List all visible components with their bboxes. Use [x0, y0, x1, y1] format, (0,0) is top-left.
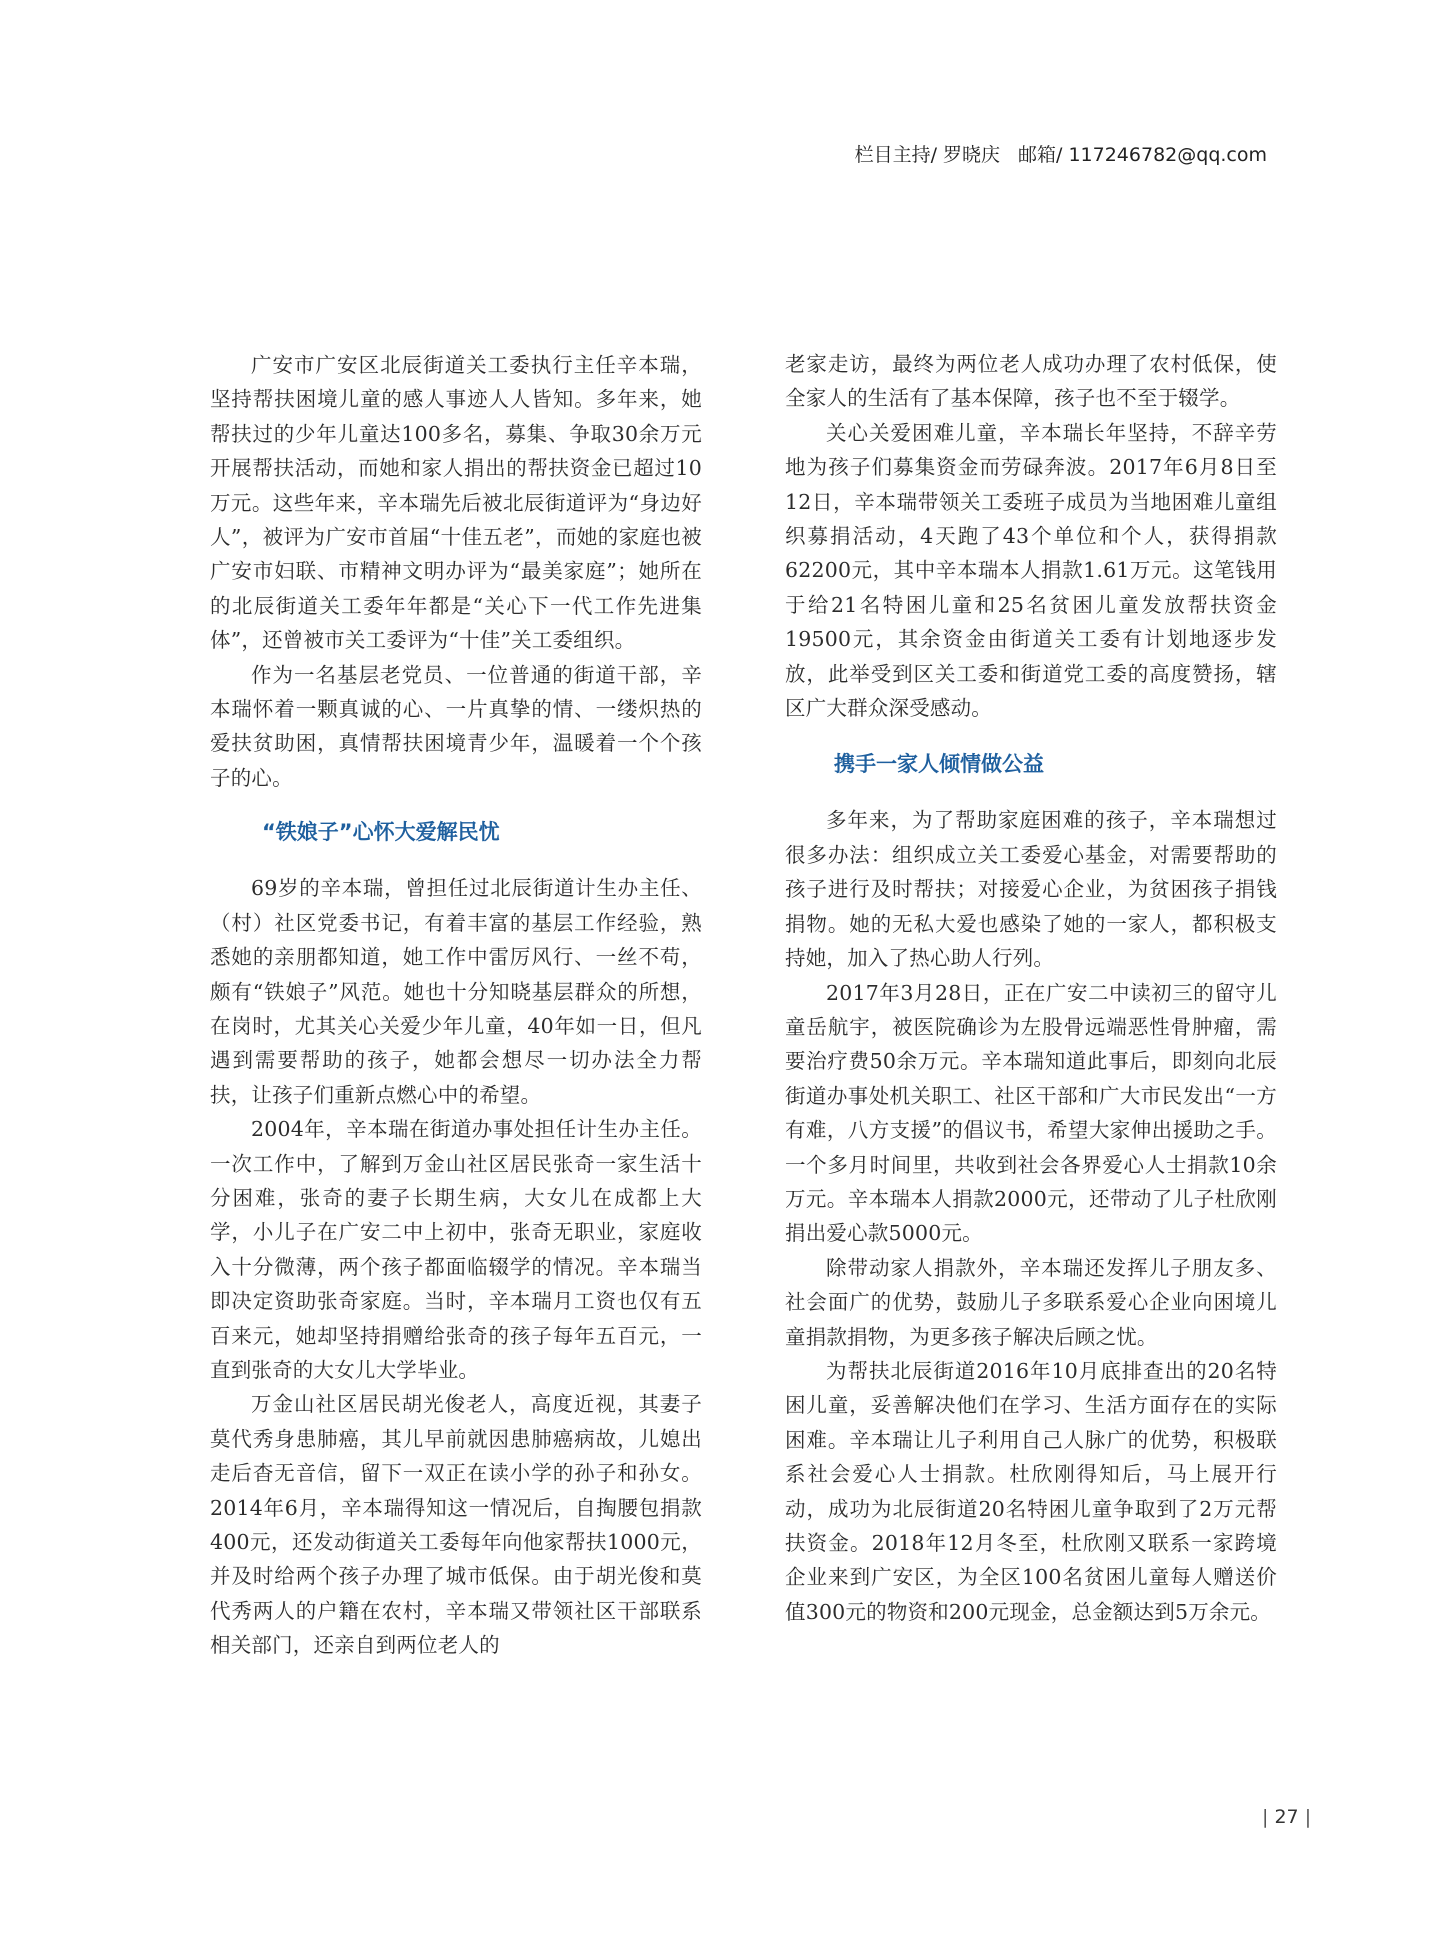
body-paragraph: 2017年3月28日，正在广安二中读初三的留守儿童岳航宇，被医院确诊为左股骨远端恶性骨肿瘤，需要治疗费50余万元。辛本瑞知道此事后，即刻向北辰街道办事处机关职工、社区干部和广大市民发出“一方有难，八方支援”的倡议书，希望大家伸出援助之手。一个多月时间里，共收到社会各界爱心人士捐款10余万元。辛本瑞本人捐款2000元，还带动了儿子杜欣刚捐出爱心款5000元。: [785, 980, 1277, 1246]
body-paragraph: 广安市广安区北辰街道关工委执行主任辛本瑞，坚持帮扶困境儿童的感人事迹人人皆知。多年来，她帮扶过的少年儿童达100多名，募集、争取30余万元开展帮扶活动，而她和家人捐出的帮扶资金已超过10万元。这些年来，辛本瑞先后被北辰街道评为“身边好人”，被评为广安市首届“十佳五老”，而她的家庭也被广安市妇联、市精神文明办评为“最美家庭”；她所在的北辰街道关工委年年都是“关心下一代工作先进集体”，还曾被市关工委评为“十佳”关工委组织。: [210, 353, 702, 653]
body-paragraph: 多年来，为了帮助家庭困难的孩子，辛本瑞想过很多办法：组织成立关工委爱心基金，对需要帮助的孩子进行及时帮扶；对接爱心企业，为贫困孩子捐钱捐物。她的无私大爱也感染了她的一家人，都积极支持她，加入了热心助人行列。: [785, 808, 1277, 971]
section-title: 携手一家人倾情做公益: [834, 752, 1044, 777]
left-column: [210, 348, 702, 1663]
page-number-divider: |: [1262, 1806, 1269, 1828]
page-number-value: 27: [1274, 1806, 1299, 1828]
page-number: [1262, 1806, 1311, 1828]
body-paragraph: 除带动家人捐款外，辛本瑞还发挥儿子朋友多、社会面广的优势，鼓励儿子多联系爱心企业向困境儿童捐款捐物，为更多孩子解决后顾之忧。: [785, 1255, 1277, 1349]
body-paragraph: 关心关爱困难儿童，辛本瑞长年坚持，不辞辛劳地为孩子们募集资金而劳碌奔波。2017年6月8日至12日，辛本瑞带领关工委班子成员为当地困难儿童组织募捐活动，4天跑了43个单位和个人，获得捐款62200元，其中辛本瑞本人捐款1.61万元。这笔钱用于给21名特困儿童和25名贫困儿童发放帮扶资金19500元，其余资金由街道关工委有计划地逐步发放，此举受到区关工委和街道党工委的高度赞扬，辖区广大群众深受感动。: [785, 420, 1277, 721]
right-column: [785, 347, 1277, 1629]
body-paragraph: 作为一名基层老党员、一位普通的街道干部，辛本瑞怀着一颗真诚的心、一片真挚的情、一缕炽热的爱扶贫助困，真情帮扶困境青少年，温暖着一个个孩子的心。: [210, 662, 702, 790]
body-paragraph: 69岁的辛本瑞，曾担任过北辰街道计生办主任、（村）社区党委书记，有着丰富的基层工作经验，熟悉她的亲朋都知道，她工作中雷厉风行、一丝不苟，颇有“铁娘子”风范。她也十分知晓基层群众的所想，在岗时，尤其关心关爱少年儿童，40年如一日，但凡遇到需要帮助的孩子，她都会想尽一切办法全力帮扶，让孩子们重新点燃心中的希望。: [210, 876, 702, 1107]
host-email: 邮箱/ 117246782@qq.com: [1018, 144, 1267, 166]
continued-paragraph: 老家走访，最终为两位老人成功办理了农村低保，使全家人的生活有了基本保障，孩子也不至于辍学。: [785, 352, 1277, 411]
column-host: 栏目主持/ 罗晓庆: [854, 144, 1001, 166]
page-number-divider: |: [1304, 1806, 1312, 1828]
body-paragraph: 2004年，辛本瑞在街道办事处担任计生办主任。一次工作中，了解到万金山社区居民张奇一家生活十分困难，张奇的妻子长期生病，大女儿在成都上大学，小儿子在广安二中上初中，张奇无职业，家庭收入十分微薄，两个孩子都面临辍学的情况。辛本瑞当即决定资助张奇家庭。当时，辛本瑞月工资也仅有五百来元，她却坚持捐赠给张奇的孩子每年五百元，一直到张奇的大女儿大学毕业。: [210, 1117, 702, 1382]
column-host-header: [855, 140, 1267, 167]
body-paragraph: 为帮扶北辰街道2016年10月底排查出的20名特困儿童，妥善解决他们在学习、生活方面存在的实际困难。辛本瑞让儿子利用自己人脉广的优势，积极联系社会爱心人士捐款。杜欣刚得知后，马上展开行动，成功为北辰街道20名特困儿童争取到了2万元帮扶资金。2018年12月冬至，杜欣刚又联系一家跨境企业来到广安区，为全区100名贫困儿童每人赠送价值300元的物资和200元现金，总金额达到5万余元。: [785, 1358, 1277, 1624]
body-paragraph: 万金山社区居民胡光俊老人，高度近视，其妻子莫代秀身患肺癌，其儿早前就因患肺癌病故，儿媳出走后杳无音信，留下一双正在读小学的孙子和孙女。2014年6月，辛本瑞得知这一情况后，自掏腰包捐款400元，还发动街道关工委每年向他家帮扶1000元，并及时给两个孩子办理了城市低保。由于胡光俊和莫代秀两人的户籍在农村，辛本瑞又带领社区干部联系相关部门，还亲自到两位老人的: [210, 1392, 702, 1658]
section-title: “铁娘子”心怀大爱解民忧: [262, 820, 500, 845]
